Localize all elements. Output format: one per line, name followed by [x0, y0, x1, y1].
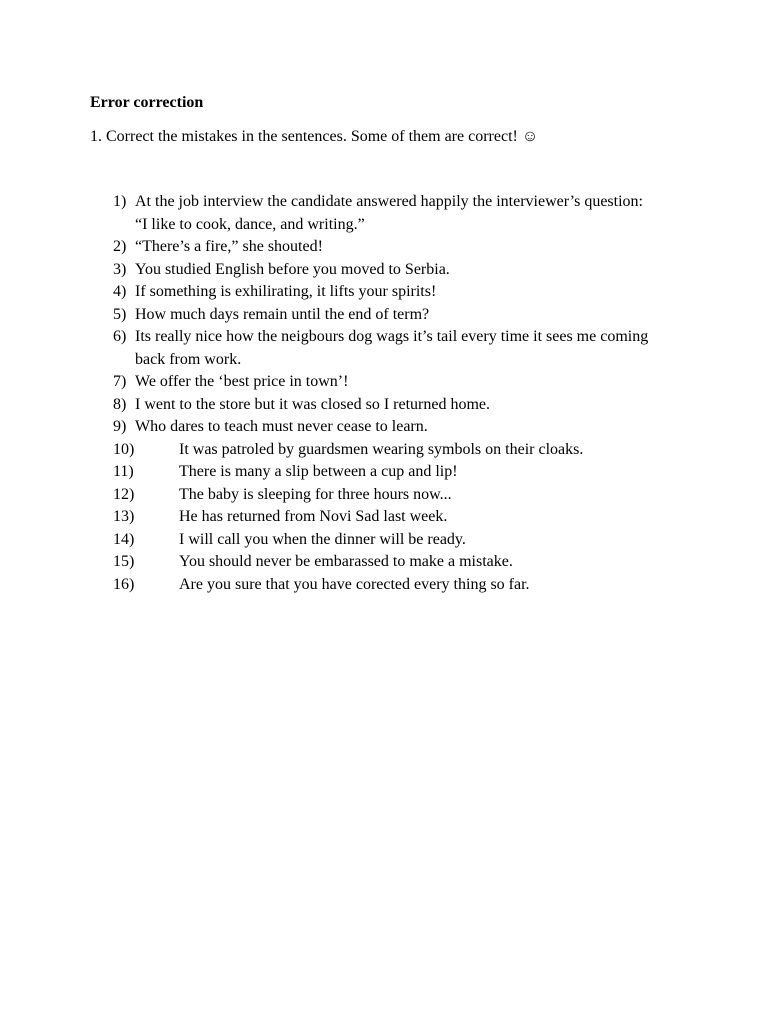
item-number: 12)	[113, 485, 135, 503]
item-text: If something is exhilirating, it lifts your spirits!	[135, 283, 437, 300]
item-number: 4)	[113, 283, 127, 300]
list-item	[0, 191, 768, 236]
list-item	[0, 529, 768, 552]
item-text: There is many a slip between a cup and lip!	[179, 463, 458, 480]
item-text: Who dares to teach must never cease to learn.	[135, 418, 428, 435]
list-item	[0, 551, 768, 574]
item-number: 6)	[113, 328, 127, 345]
list-item	[0, 416, 768, 439]
item-number: 7)	[113, 373, 127, 390]
item-number: 5)	[113, 305, 127, 323]
list-item	[0, 281, 768, 304]
list-item	[0, 236, 768, 259]
list-item	[0, 326, 768, 371]
list-item	[0, 394, 768, 417]
item-number: 15)	[113, 553, 135, 570]
item-number: 1)	[113, 193, 127, 210]
item-text: I will call you when the dinner will be ready.	[179, 530, 466, 548]
item-number: 10)	[113, 440, 135, 458]
item-text: I went to the store but it was closed so I returned home.	[135, 395, 491, 413]
item-text: The baby is sleeping for three hours now...	[179, 485, 452, 503]
list-item	[0, 371, 768, 394]
item-text: Are you sure that you have corected every thing so far.	[179, 575, 530, 593]
item-text: You studied English before you moved to Serbia.	[135, 260, 450, 278]
item-text: How much days remain until the end of term?	[135, 305, 430, 323]
list-item	[0, 461, 768, 484]
sentence-list	[0, 191, 768, 596]
item-number: 14)	[113, 530, 135, 548]
item-text: “There’s a fire,” she shouted!	[135, 238, 323, 255]
item-number: 8)	[113, 395, 127, 413]
item-number: 2)	[113, 238, 127, 255]
item-number: 3)	[113, 260, 127, 278]
list-item	[0, 304, 768, 327]
item-text: Its really nice how the neigbours dog wags it’s tail every time it sees me coming back from work.	[135, 328, 649, 368]
item-text: At the job interview the candidate answered happily the interviewer’s question: “I like to cook, dance, and writing.”	[135, 193, 643, 233]
smiley-icon: ☺	[521, 128, 539, 145]
item-text: He has returned from Novi Sad last week.	[179, 508, 448, 525]
list-item	[0, 259, 768, 282]
item-text: We offer the ‘best price in town’!	[135, 373, 349, 390]
instruction-label: 1. Correct the mistakes in the sentences. Some of them are correct!	[90, 128, 518, 145]
item-number: 13)	[113, 508, 135, 525]
instruction-text	[90, 127, 538, 147]
item-number: 16)	[113, 575, 135, 593]
list-item	[0, 439, 768, 462]
page-title: Error correction	[90, 94, 204, 111]
item-text: You should never be embarassed to make a mistake.	[179, 553, 513, 570]
list-item	[0, 574, 768, 597]
item-number: 11)	[113, 463, 134, 480]
item-number: 9)	[113, 418, 127, 435]
item-text: It was patroled by guardsmen wearing symbols on their cloaks.	[179, 440, 584, 458]
list-item	[0, 484, 768, 507]
list-item	[0, 506, 768, 529]
